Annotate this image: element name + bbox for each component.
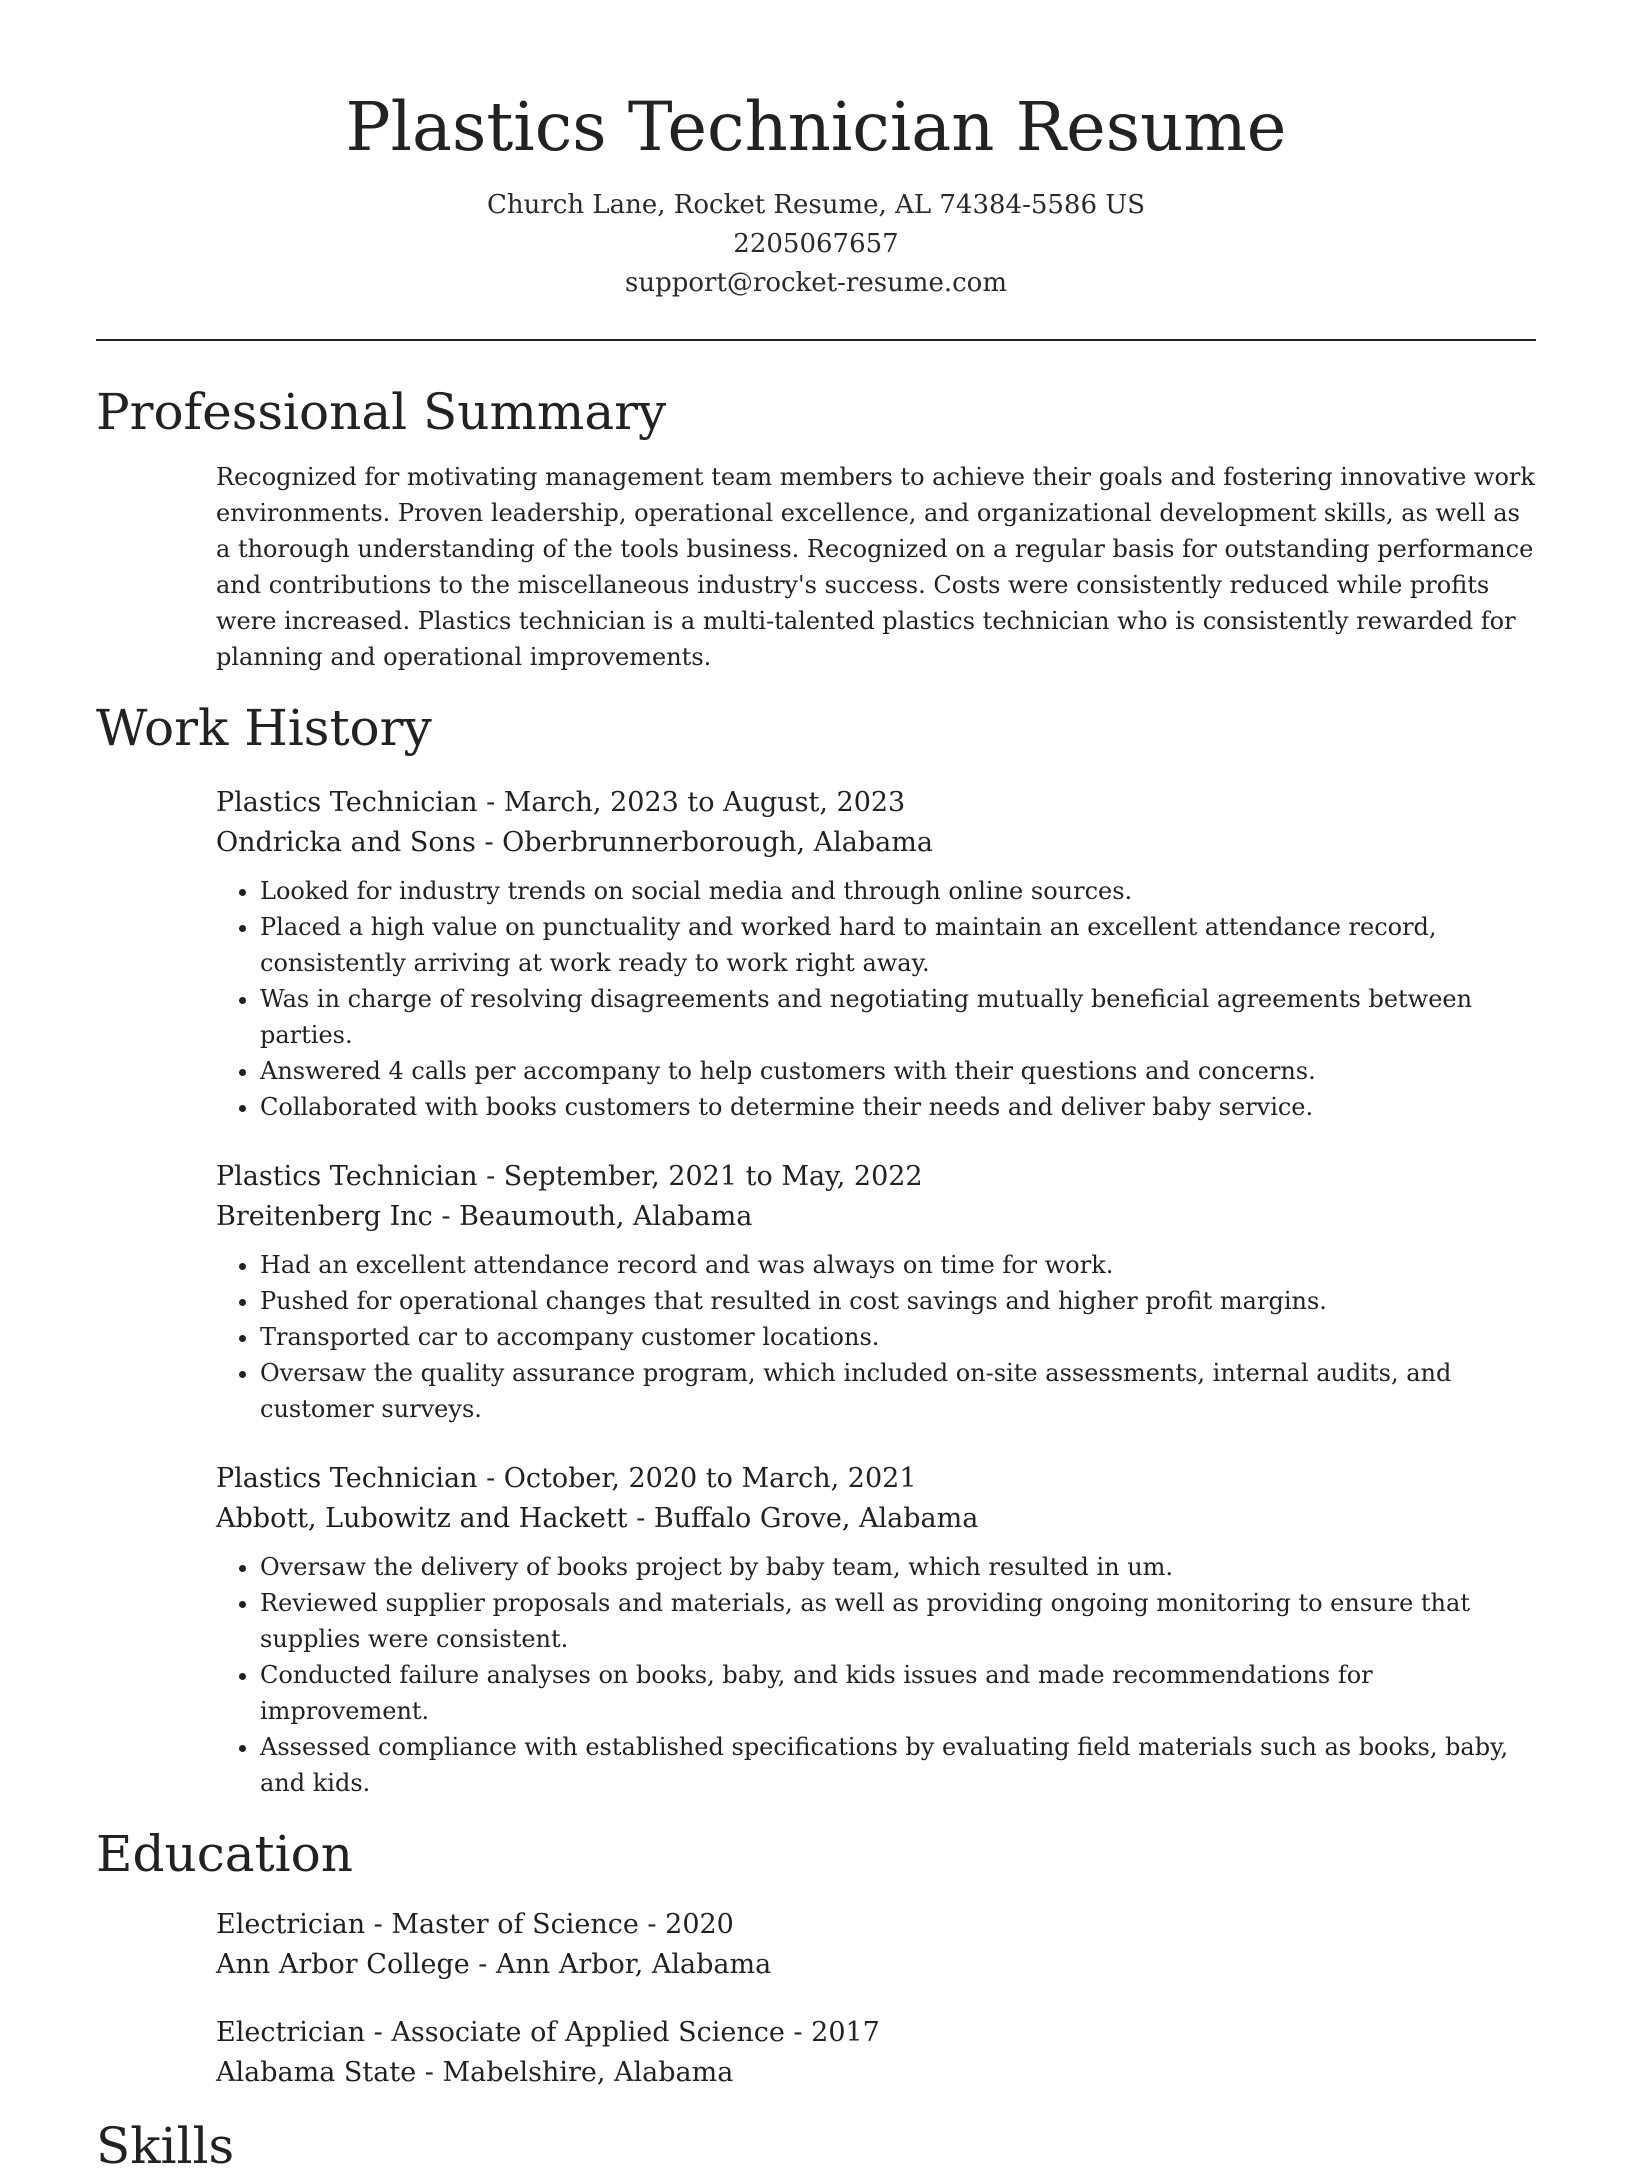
job-dates: - October, 2020 to March, 2021 bbox=[477, 1463, 917, 1494]
contact-email: support@rocket-resume.com bbox=[624, 268, 1007, 298]
job-bullet: • Was in charge of resolving disagreements and negotiating mutually beneficial agreements between parties. bbox=[260, 981, 1536, 1053]
job-bullet: • Reviewed supplier proposals and materials, as well as providing ongoing monitoring to ensure that supplies were consistent. bbox=[260, 1585, 1536, 1657]
summary-heading: Professional Summary bbox=[96, 383, 667, 441]
resume-title: Plastics Technician Resume bbox=[345, 88, 1287, 166]
education-heading: Education bbox=[96, 1825, 353, 1883]
summary-text: Recognized for motivating management team members to achieve their goals and fostering innovative work environments. Proven leadership, operational excellence, and organizational development skills, as well as a thorough understanding of the tools business. Recognized on a regular basis for outstanding performance and contributions to the miscellaneous industry's success. Costs were consistently reduced while profits were increased. Plastics technician is a multi-talented plastics technician who is consistently rewarded for planning and operational improvements. bbox=[216, 463, 1535, 671]
education-degree-line bbox=[216, 2013, 1536, 2053]
job-bullets bbox=[216, 873, 1536, 1125]
education-field: Electrician bbox=[216, 2017, 366, 2048]
job-title-line bbox=[216, 1157, 1536, 1197]
contact-address: Church Lane, Rocket Resume, AL 74384-5586 US bbox=[486, 190, 1146, 220]
job-dates: - September, 2021 to May, 2022 bbox=[477, 1161, 923, 1192]
job-bullet: • Placed a high value on punctuality and worked hard to maintain an excellent attendance record, consistently arriving at work ready to work right away. bbox=[260, 909, 1536, 981]
job-bullets bbox=[216, 1247, 1536, 1427]
resume-header bbox=[96, 0, 1536, 303]
education-entry bbox=[216, 2013, 1536, 2093]
contact-phone: 2205067657 bbox=[733, 229, 899, 259]
job-entry bbox=[216, 783, 1536, 1125]
education-school: Alabama State bbox=[216, 2057, 417, 2088]
work-history-heading: Work History bbox=[96, 699, 432, 757]
job-title-line bbox=[216, 1459, 1536, 1499]
job-bullet: • Collaborated with books customers to determine their needs and deliver baby service. bbox=[260, 1089, 1536, 1125]
job-bullet: • Conducted failure analyses on books, baby, and kids issues and made recommendations for improvement. bbox=[260, 1657, 1536, 1729]
education-school: Ann Arbor College bbox=[216, 1949, 470, 1980]
job-location: - Buffalo Grove, Alabama bbox=[627, 1503, 979, 1534]
job-bullet: • Had an excellent attendance record and was always on time for work. bbox=[260, 1247, 1536, 1283]
job-role: Plastics Technician bbox=[216, 787, 478, 818]
job-company-line bbox=[216, 1197, 1536, 1237]
job-bullet: • Oversaw the delivery of books project by baby team, which resulted in um. bbox=[260, 1549, 1536, 1585]
job-location: - Beaumouth, Alabama bbox=[432, 1201, 753, 1232]
education-field: Electrician bbox=[216, 1909, 366, 1940]
job-dates: - March, 2023 to August, 2023 bbox=[477, 787, 906, 818]
job-company: Breitenberg Inc bbox=[216, 1201, 433, 1232]
education-location: - Ann Arbor, Alabama bbox=[469, 1949, 772, 1980]
education-location: - Mabelshire, Alabama bbox=[416, 2057, 734, 2088]
job-bullet: • Pushed for operational changes that resulted in cost savings and higher profit margins. bbox=[260, 1283, 1536, 1319]
education-school-line bbox=[216, 2053, 1536, 2093]
job-location: - Oberbrunnerborough, Alabama bbox=[475, 827, 933, 858]
education-degree-line bbox=[216, 1905, 1536, 1945]
job-bullets bbox=[216, 1549, 1536, 1801]
skills-heading: Skills bbox=[96, 2117, 235, 2175]
job-bullet: • Answered 4 calls per accompany to help customers with their questions and concerns. bbox=[260, 1053, 1536, 1089]
education-degree: - Master of Science - 2020 bbox=[365, 1909, 734, 1940]
education-school-line bbox=[216, 1945, 1536, 1985]
job-bullet: • Transported car to accompany customer locations. bbox=[260, 1319, 1536, 1355]
job-role: Plastics Technician bbox=[216, 1463, 478, 1494]
job-bullet: • Assessed compliance with established specifications by evaluating field materials such as books, baby, and kids. bbox=[260, 1729, 1536, 1801]
job-company-line bbox=[216, 823, 1536, 863]
header-divider bbox=[96, 339, 1536, 341]
job-bullet: • Oversaw the quality assurance program, which included on-site assessments, internal audits, and customer surveys. bbox=[260, 1355, 1536, 1427]
job-entry bbox=[216, 1157, 1536, 1427]
education-degree: - Associate of Applied Science - 2017 bbox=[365, 2017, 880, 2048]
job-company: Ondricka and Sons bbox=[216, 827, 476, 858]
resume-page bbox=[96, 0, 1536, 2177]
job-bullet: • Looked for industry trends on social media and through online sources. bbox=[260, 873, 1536, 909]
job-company-line bbox=[216, 1499, 1536, 1539]
job-title-line bbox=[216, 783, 1536, 823]
job-company: Abbott, Lubowitz and Hackett bbox=[216, 1503, 628, 1534]
education-entry bbox=[216, 1905, 1536, 1985]
job-entry bbox=[216, 1459, 1536, 1801]
job-role: Plastics Technician bbox=[216, 1161, 478, 1192]
